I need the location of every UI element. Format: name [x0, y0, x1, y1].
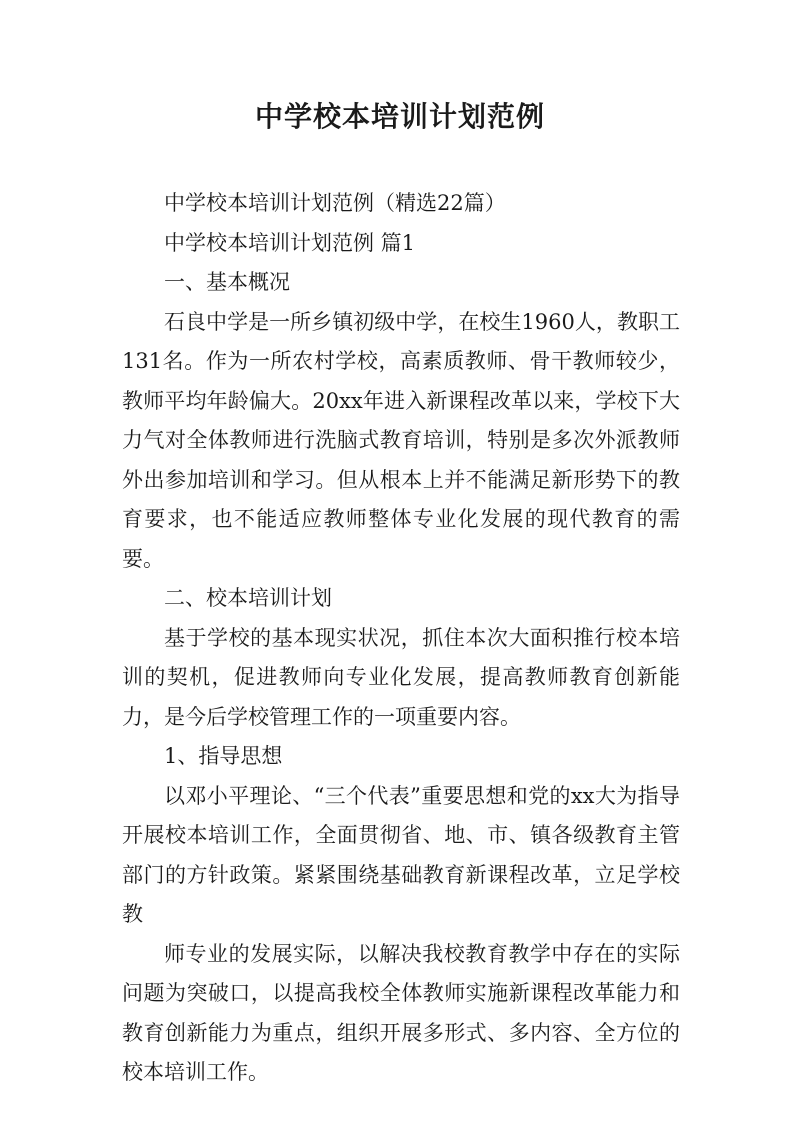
- body-paragraph: 师专业的发展实际，以解决我校教育教学中存在的实际问题为突破口，以提高我校全体教师实施新课程改革能力和教育创新能力为重点，组织开展多形式、多内容、全方位的校本培训工作。: [122, 941, 680, 1084]
- body-paragraph: 以邓小平理论、“三个代表”重要思想和党的xx大为指导开展校本培训工作，全面贯彻省、地、市、镇各级教育主管部门的方针政策。紧紧围绕基础教育新课程改革，立足学校教: [122, 783, 680, 926]
- subtitle-line: 中学校本培训计划范例（精选22篇）: [164, 191, 506, 215]
- section-heading: 中学校本培训计划范例 篇1: [164, 230, 416, 255]
- section-heading: 1、指导思想: [164, 744, 283, 768]
- document-title: 中学校本培训计划范例: [254, 100, 545, 133]
- body-paragraph: 基于学校的基本现实状况，抓住本次大面积推行校本培训的契机，促进教师向专业化发展，提高教师教育创新能力，是今后学校管理工作的一项重要内容。: [122, 625, 680, 729]
- section-heading: 一、基本概况: [164, 270, 290, 294]
- document-body: [122, 184, 680, 1093]
- body-paragraph: 石良中学是一所乡镇初级中学，在校生1960人，教职工131名。作为一所农村学校，高素质教师、骨干教师较少，教师平均年龄偏大。20xx年进入新课程改革以来，学校下大力气对全体教师进行洗脑式教育培训，特别是多次外派教师外出参加培训和学习。但从根本上并不能满足新形势下的教育要求，也不能适应教师整体专业化发展的现代教育的需要。: [122, 309, 680, 571]
- section-heading: 二、校本培训计划: [164, 586, 332, 610]
